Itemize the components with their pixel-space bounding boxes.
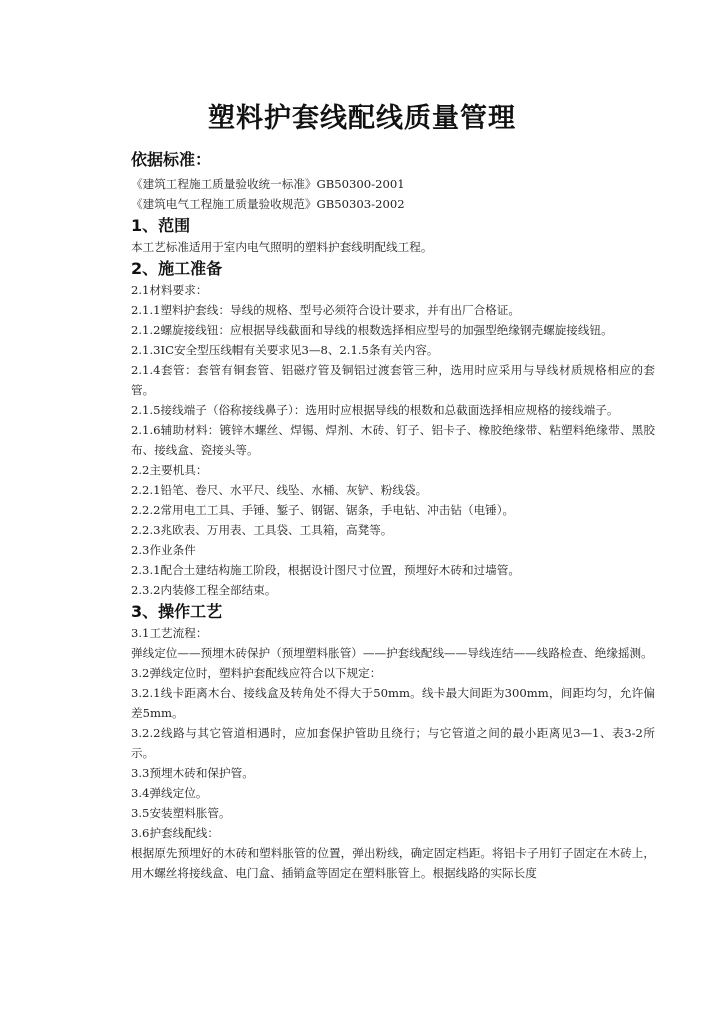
basis-standard-2: 《建筑电气工程施工质量验收规范》GB50303-2002	[131, 197, 405, 211]
clause-3-6: 3.6护套线配线：	[131, 826, 220, 840]
clause-2-1-3: 2.1.3IC安全型压线帽有关要求见3—8、2.1.5条有关内容。	[131, 343, 439, 357]
clause-3-6-text: 根据原先预埋好的木砖和塑料胀管的位置，弹出粉线，确定固定档距。将铝卡子用钉子固定在木砖上，用木螺丝将接线盒、电门盒、插销盒等固定在塑料胀管上。根据线路的实际长度	[131, 846, 655, 880]
clause-2-3-1: 2.3.1配合土建结构施工阶段，根据设计图尺寸位置，预埋好木砖和过墙管。	[131, 563, 520, 577]
document-body	[131, 148, 655, 883]
clause-3-5: 3.5安装塑料胀管。	[131, 806, 231, 820]
clause-3-2: 3.2弹线定位时，塑料护套配线应符合以下规定：	[131, 666, 382, 680]
section-1-text: 本工艺标准适用于室内电气照明的塑料护套线明配线工程。	[131, 240, 433, 254]
clause-3-2-2: 3.2.2线路与其它管道相遇时，应加套保护管助且绕行；与它管道之间的最小距离见3—1、表3-2所示。	[131, 726, 655, 760]
clause-3-4: 3.4弹线定位。	[131, 786, 208, 800]
clause-2-2: 2.2主要机具：	[131, 463, 208, 477]
section-3-heading: 3、操作工艺	[131, 602, 223, 621]
clause-2-1-5: 2.1.5接线端子（俗称接线鼻子）：选用时应根据导线的根数和总截面选择相应规格的接线端子。	[131, 403, 619, 417]
section-2-heading: 2、施工准备	[131, 259, 223, 278]
clause-3-2-1: 3.2.1线卡距离木台、接线盒及转角处不得大于50mm。线卡最大间距为300mm，间距均匀，允许偏差5mm。	[131, 686, 655, 720]
clause-2-1-2: 2.1.2螺旋接线钮：应根据导线截面和导线的根数选择相应型号的加强型绝缘钢壳螺旋接线钮。	[131, 323, 613, 337]
clause-2-1-1: 2.1.1塑料护套线：导线的规格、型号必须符合设计要求，并有出厂合格证。	[131, 303, 520, 317]
clause-2-3-2: 2.3.2内装修工程全部结束。	[131, 583, 277, 597]
basis-standard-1: 《建筑工程施工质量验收统一标准》GB50300-2001	[131, 177, 405, 191]
clause-3-1-flow: 弹线定位——预埋木砖保护（预埋塑料胀管）——护套线配线——导线连结——线路检查、绝缘摇测。	[131, 646, 653, 660]
clause-2-1: 2.1材料要求：	[131, 283, 208, 297]
basis-heading: 依据标准：	[131, 150, 212, 169]
clause-3-1: 3.1工艺流程：	[131, 626, 208, 640]
page-title: 塑料护套线配线质量管理	[208, 103, 516, 134]
clause-2-3: 2.3作业条件	[131, 543, 196, 557]
clause-2-1-4: 2.1.4套管：套管有铜套管、铝磁疗管及铜铝过渡套管三种，选用时应采用与导线材质规格相应的套管。	[131, 363, 655, 397]
clause-2-1-6: 2.1.6辅助材料：镀锌木螺丝、焊锡、焊剂、木砖、钉子、铝卡子、橡胶绝缘带、粘塑料绝缘带、黑胶布、接线盒、瓷接头等。	[131, 423, 655, 457]
clause-2-2-3: 2.2.3兆欧表、万用表、工具袋、工具箱，高凳等。	[131, 523, 393, 537]
clause-3-3: 3.3预埋木砖和保护管。	[131, 766, 254, 780]
clause-2-2-1: 2.2.1铅笔、卷尺、水平尺、线坠、水桶、灰铲、粉线袋。	[131, 483, 428, 497]
section-1-heading: 1、范围	[131, 216, 191, 235]
clause-2-2-2: 2.2.2常用电工工具、手锤、錾子、钢锯、锯条，手电钻、冲击钻（电锤）。	[131, 503, 515, 517]
